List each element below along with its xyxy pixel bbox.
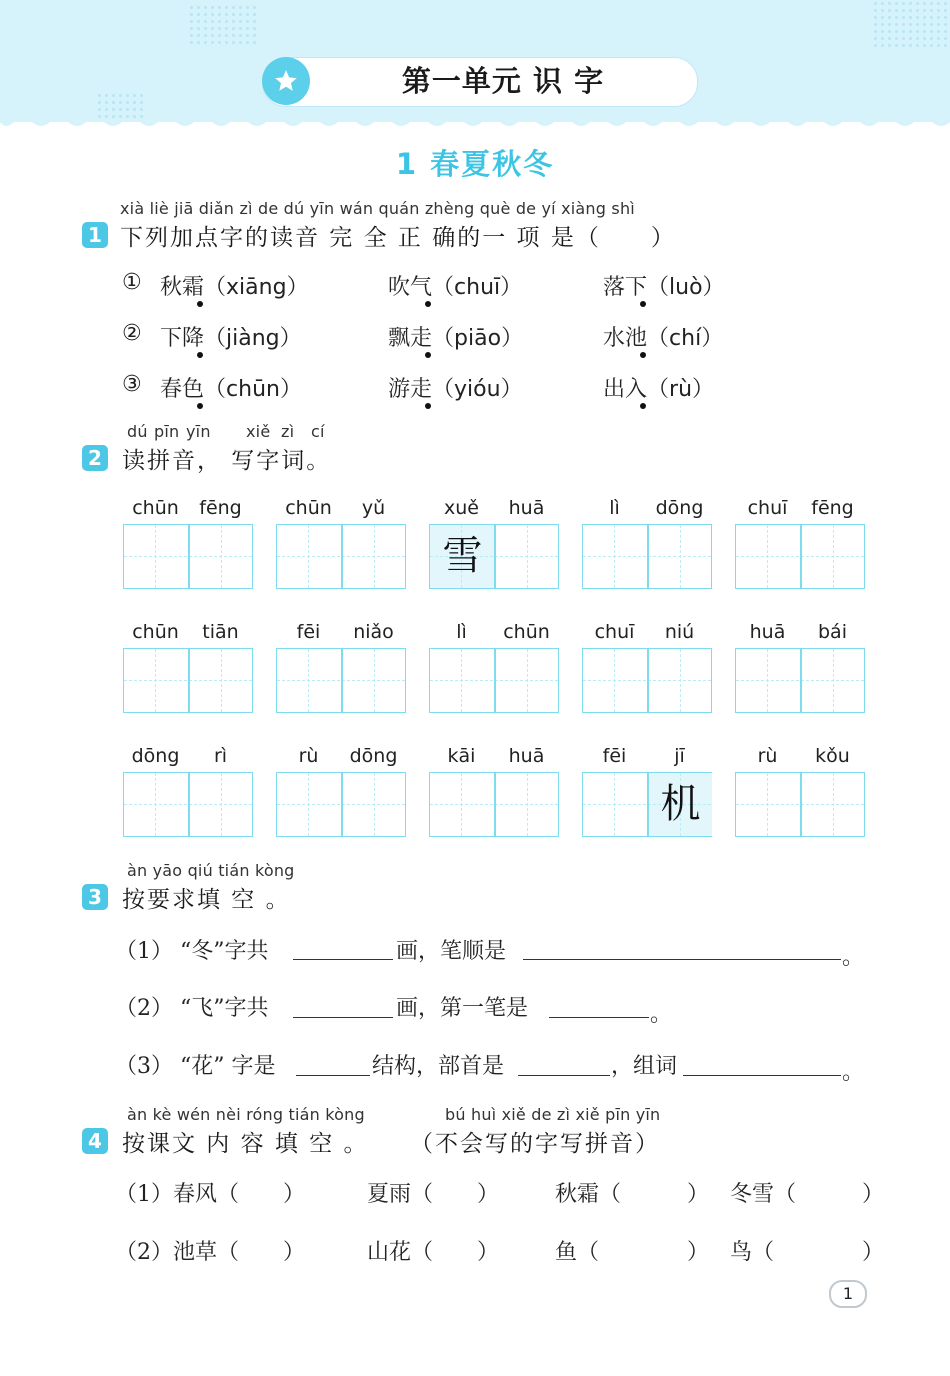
q1-option-chars: 飘走: [388, 326, 433, 351]
q2-tianzige-box[interactable]: [582, 772, 712, 837]
q2-tianzige-box[interactable]: [123, 648, 253, 713]
grid-guide-line: [767, 773, 768, 836]
q2-tianzige-box[interactable]: [276, 524, 406, 589]
grid-guide-line: [647, 649, 649, 712]
q4-prompt-note: （不会写的字写拼音）: [410, 1131, 660, 1157]
q2-pinyin: cí: [311, 422, 325, 441]
q2-tianzige-box[interactable]: [123, 524, 253, 589]
q1-open-paren: （: [204, 275, 227, 300]
q1-option-pinyin: piāo: [454, 326, 502, 351]
q4-row2-item[interactable]: （2）池草（ ）: [115, 1240, 305, 1265]
q1-option-marker[interactable]: ③: [122, 372, 142, 397]
q1-option-chars: 下降: [160, 326, 205, 351]
q4-number-badge: 4: [82, 1128, 108, 1154]
q3-line1-blank-order[interactable]: [523, 958, 841, 960]
grid-guide-line: [188, 649, 190, 712]
emphasis-dot: [425, 403, 431, 409]
emphasis-dot: [425, 301, 431, 307]
q3-line1-text-a: （1） “冬”字共: [115, 939, 269, 964]
grid-guide-line: [527, 525, 528, 588]
grid-guide-line: [833, 525, 834, 588]
q1-open-paren: （: [647, 275, 670, 300]
q3-line2-blank-first-stroke[interactable]: [549, 1016, 649, 1018]
q1-close-paren: ）: [286, 275, 309, 300]
q2-tianzige-box[interactable]: [735, 648, 865, 713]
decor-dots: [188, 4, 258, 44]
q1-close-paren: ）: [701, 326, 724, 351]
q2-syllable-pinyin: xuě: [444, 497, 479, 519]
grid-guide-line: [833, 649, 834, 712]
grid-guide-line: [800, 649, 802, 712]
q1-option-pinyin: yióu: [454, 377, 501, 402]
grid-guide-line: [494, 773, 496, 836]
q2-syllable-pinyin: dōng: [349, 745, 398, 767]
grid-guide-line: [308, 649, 309, 712]
q1-option-item: [388, 270, 522, 301]
q1-option-item: [388, 372, 523, 403]
emphasis-dot: [197, 301, 203, 307]
q1-open-paren: （: [432, 275, 455, 300]
q2-syllable-pinyin: fēng: [199, 497, 242, 519]
grid-guide-line: [374, 649, 375, 712]
q1-option-item: [603, 270, 725, 301]
q3-line2-blank-strokes[interactable]: [293, 1016, 393, 1018]
q2-tianzige-box[interactable]: [735, 772, 865, 837]
q3-pinyin: àn yāo qiú tián kòng: [127, 861, 295, 880]
q2-syllable-pinyin: chūn: [132, 497, 179, 519]
q1-option-marker[interactable]: ②: [122, 321, 142, 346]
q2-syllable-pinyin: yǔ: [361, 497, 386, 519]
q3-line3-blank-structure[interactable]: [296, 1074, 370, 1076]
q1-option-marker[interactable]: ①: [122, 270, 142, 295]
grid-guide-line: [800, 773, 802, 836]
grid-guide-line: [341, 649, 343, 712]
grid-guide-line: [374, 525, 375, 588]
grid-guide-line: [374, 773, 375, 836]
q2-prompt: 读拼音， 写字词。: [122, 448, 332, 474]
q1-option-chars: 秋霜: [160, 275, 205, 300]
q4-row1-item[interactable]: 夏雨（ ）: [367, 1182, 500, 1207]
q4-pinyin-right: bú huì xiě de zì xiě pīn yīn: [445, 1105, 661, 1124]
q1-option-chars: 吹气: [388, 275, 433, 300]
q1-open-paren: （: [204, 377, 227, 402]
q1-open-paren: （: [647, 377, 670, 402]
grid-guide-line: [767, 649, 768, 712]
q2-tianzige-box[interactable]: [429, 772, 559, 837]
q1-option-item: [160, 372, 302, 403]
q2-number-badge: 2: [82, 445, 108, 471]
q3-line1-blank-strokes[interactable]: [293, 958, 393, 960]
q1-open-paren: （: [647, 326, 670, 351]
q2-syllable-pinyin: kāi: [447, 745, 476, 767]
q2-tianzige-box[interactable]: [429, 648, 559, 713]
emphasis-dot: [197, 352, 203, 358]
q1-prompt: 下列加点字的读音 完 全 正 确的一 项 是（ ）: [120, 225, 676, 251]
grid-guide-line: [614, 649, 615, 712]
q2-syllable-pinyin: fēng: [811, 497, 854, 519]
q2-syllable-pinyin: bái: [818, 621, 847, 643]
q3-line3-end: 。: [842, 1060, 865, 1085]
q2-syllable-pinyin: chuī: [747, 497, 788, 519]
q2-tianzige-box[interactable]: [735, 524, 865, 589]
q1-option-item: [603, 321, 723, 352]
q1-close-paren: ）: [500, 377, 523, 402]
q1-close-paren: ）: [279, 326, 302, 351]
emphasis-dot: [197, 403, 203, 409]
q1-close-paren: ）: [692, 377, 715, 402]
q3-line3-text-a: （3） “花” 字是: [115, 1054, 276, 1079]
q2-syllable-pinyin: lì: [609, 497, 620, 519]
q2-syllable-pinyin: chūn: [503, 621, 550, 643]
q2-pinyin: zì: [281, 422, 295, 441]
q4-row2-item[interactable]: 鱼（ ）: [555, 1240, 710, 1265]
q2-syllable-pinyin: tiān: [202, 621, 239, 643]
q3-line2-end: 。: [650, 1002, 673, 1027]
q1-open-paren: （: [432, 377, 455, 402]
q2-syllable-pinyin: huā: [508, 497, 545, 519]
q1-close-paren: ）: [702, 275, 725, 300]
decor-dots: [96, 92, 146, 120]
q3-line1-end: 。: [842, 945, 865, 970]
q1-option-chars: 落下: [603, 275, 648, 300]
q1-option-pinyin: chuī: [454, 275, 501, 300]
grid-guide-line: [461, 649, 462, 712]
q3-prompt: 按要求填 空 。: [122, 887, 291, 913]
q1-open-paren: （: [204, 326, 227, 351]
q2-syllable-pinyin: rù: [757, 745, 778, 767]
q1-option-chars: 出入: [603, 377, 648, 402]
q1-close-paren: ）: [279, 377, 302, 402]
q2-syllable-pinyin: jī: [674, 745, 685, 767]
q1-option-chars: 水池: [603, 326, 648, 351]
grid-guide-line: [308, 773, 309, 836]
grid-guide-line: [221, 773, 222, 836]
q2-syllable-pinyin: dōng: [131, 745, 180, 767]
q3-line3-blank-radical[interactable]: [518, 1074, 610, 1076]
grid-guide-line: [647, 525, 649, 588]
q1-close-paren: ）: [501, 326, 524, 351]
q3-line3-blank-word[interactable]: [683, 1074, 841, 1076]
grid-guide-line: [833, 773, 834, 836]
grid-guide-line: [680, 525, 681, 588]
q1-option-pinyin: rù: [669, 377, 693, 402]
q1-option-item: [160, 321, 302, 352]
decor-dots: [872, 0, 950, 50]
q1-option-item: [388, 321, 523, 352]
grid-guide-line: [527, 649, 528, 712]
q2-example-character: 雪: [442, 533, 483, 579]
star-icon: [262, 57, 310, 105]
q2-tianzige-box[interactable]: [582, 524, 712, 589]
q2-syllable-pinyin: niú: [664, 621, 695, 643]
q2-syllable-pinyin: dōng: [655, 497, 704, 519]
grid-guide-line: [188, 525, 190, 588]
emphasis-dot: [640, 352, 646, 358]
q2-syllable-pinyin: chūn: [285, 497, 332, 519]
grid-guide-line: [341, 773, 343, 836]
q2-pinyin: xiě: [246, 422, 271, 441]
q1-option-chars: 春色: [160, 377, 205, 402]
q2-syllable-pinyin: huā: [749, 621, 786, 643]
q4-row1-item[interactable]: 冬雪（ ）: [730, 1182, 885, 1207]
q2-syllable-pinyin: kǒu: [815, 745, 850, 767]
emphasis-dot: [640, 403, 646, 409]
grid-guide-line: [221, 649, 222, 712]
q2-pinyin: yīn: [186, 422, 211, 441]
q2-syllable-pinyin: niǎo: [353, 621, 394, 643]
q1-number-badge: 1: [82, 222, 108, 248]
grid-guide-line: [155, 773, 156, 836]
q3-line3-text-c: ，组词: [611, 1054, 678, 1079]
q1-option-item: [160, 270, 309, 301]
q2-example-character: 机: [660, 781, 701, 827]
grid-guide-line: [767, 525, 768, 588]
q2-pinyin: pīn: [154, 422, 180, 441]
q4-row2-item[interactable]: 鸟（ ）: [730, 1240, 885, 1265]
q1-close-paren: ）: [500, 275, 523, 300]
q2-syllable-pinyin: rù: [298, 745, 319, 767]
q2-tianzige-box[interactable]: [429, 524, 559, 589]
q2-tianzige-box[interactable]: [582, 648, 712, 713]
grid-guide-line: [614, 525, 615, 588]
grid-guide-line: [341, 525, 343, 588]
q2-pinyin: dú: [127, 422, 148, 441]
page-number: 1: [829, 1280, 867, 1308]
q2-syllable-pinyin: rì: [213, 745, 228, 767]
q3-line2-text-a: （2） “飞”字共: [115, 996, 269, 1021]
q1-option-pinyin: xiāng: [226, 275, 287, 300]
grid-guide-line: [527, 773, 528, 836]
q1-option-pinyin: luò: [669, 275, 703, 300]
grid-guide-line: [494, 649, 496, 712]
grid-guide-line: [221, 525, 222, 588]
grid-guide-line: [155, 525, 156, 588]
grid-guide-line: [614, 773, 615, 836]
emphasis-dot: [425, 352, 431, 358]
q2-tianzige-box[interactable]: [276, 772, 406, 837]
q4-prompt: 按课文 内 容 填 空 。: [122, 1131, 369, 1157]
q4-pinyin-left: àn kè wén nèi róng tián kòng: [127, 1105, 365, 1124]
unit-title: 第一单元 识 字: [401, 64, 605, 98]
q2-syllable-pinyin: huā: [508, 745, 545, 767]
q2-tianzige-box[interactable]: [123, 772, 253, 837]
q4-row1-item[interactable]: 秋霜（ ）: [555, 1182, 710, 1207]
lesson-title: 1 春夏秋冬: [395, 147, 555, 181]
q2-tianzige-box[interactable]: [276, 648, 406, 713]
q3-line3-text-b: 结构，部首是: [372, 1054, 505, 1079]
grid-guide-line: [308, 525, 309, 588]
q1-pinyin: xià liè jiā diǎn zì de dú yīn wán quán zhèng què de yí xiàng shì: [120, 199, 635, 218]
q1-option-item: [603, 372, 714, 403]
q4-row1-item[interactable]: （1）春风（ ）: [115, 1182, 305, 1207]
grid-guide-line: [155, 649, 156, 712]
q2-syllable-pinyin: chūn: [132, 621, 179, 643]
q3-number-badge: 3: [82, 884, 108, 910]
q1-option-pinyin: chūn: [226, 377, 280, 402]
grid-guide-line: [461, 773, 462, 836]
q2-syllable-pinyin: lì: [456, 621, 467, 643]
q1-open-paren: （: [432, 326, 455, 351]
q1-option-pinyin: chí: [669, 326, 702, 351]
grid-guide-line: [800, 525, 802, 588]
q3-line2-text-b: 画，第一笔是: [396, 996, 529, 1021]
q2-syllable-pinyin: chuī: [594, 621, 635, 643]
q3-line1-text-b: 画，笔顺是: [396, 939, 507, 964]
q2-syllable-pinyin: fēi: [602, 745, 627, 767]
q2-syllable-pinyin: fēi: [296, 621, 321, 643]
grid-guide-line: [680, 649, 681, 712]
q1-option-chars: 游走: [388, 377, 433, 402]
emphasis-dot: [640, 301, 646, 307]
q4-row2-item[interactable]: 山花（ ）: [367, 1240, 500, 1265]
grid-guide-line: [188, 773, 190, 836]
q1-option-pinyin: jiàng: [226, 326, 280, 351]
